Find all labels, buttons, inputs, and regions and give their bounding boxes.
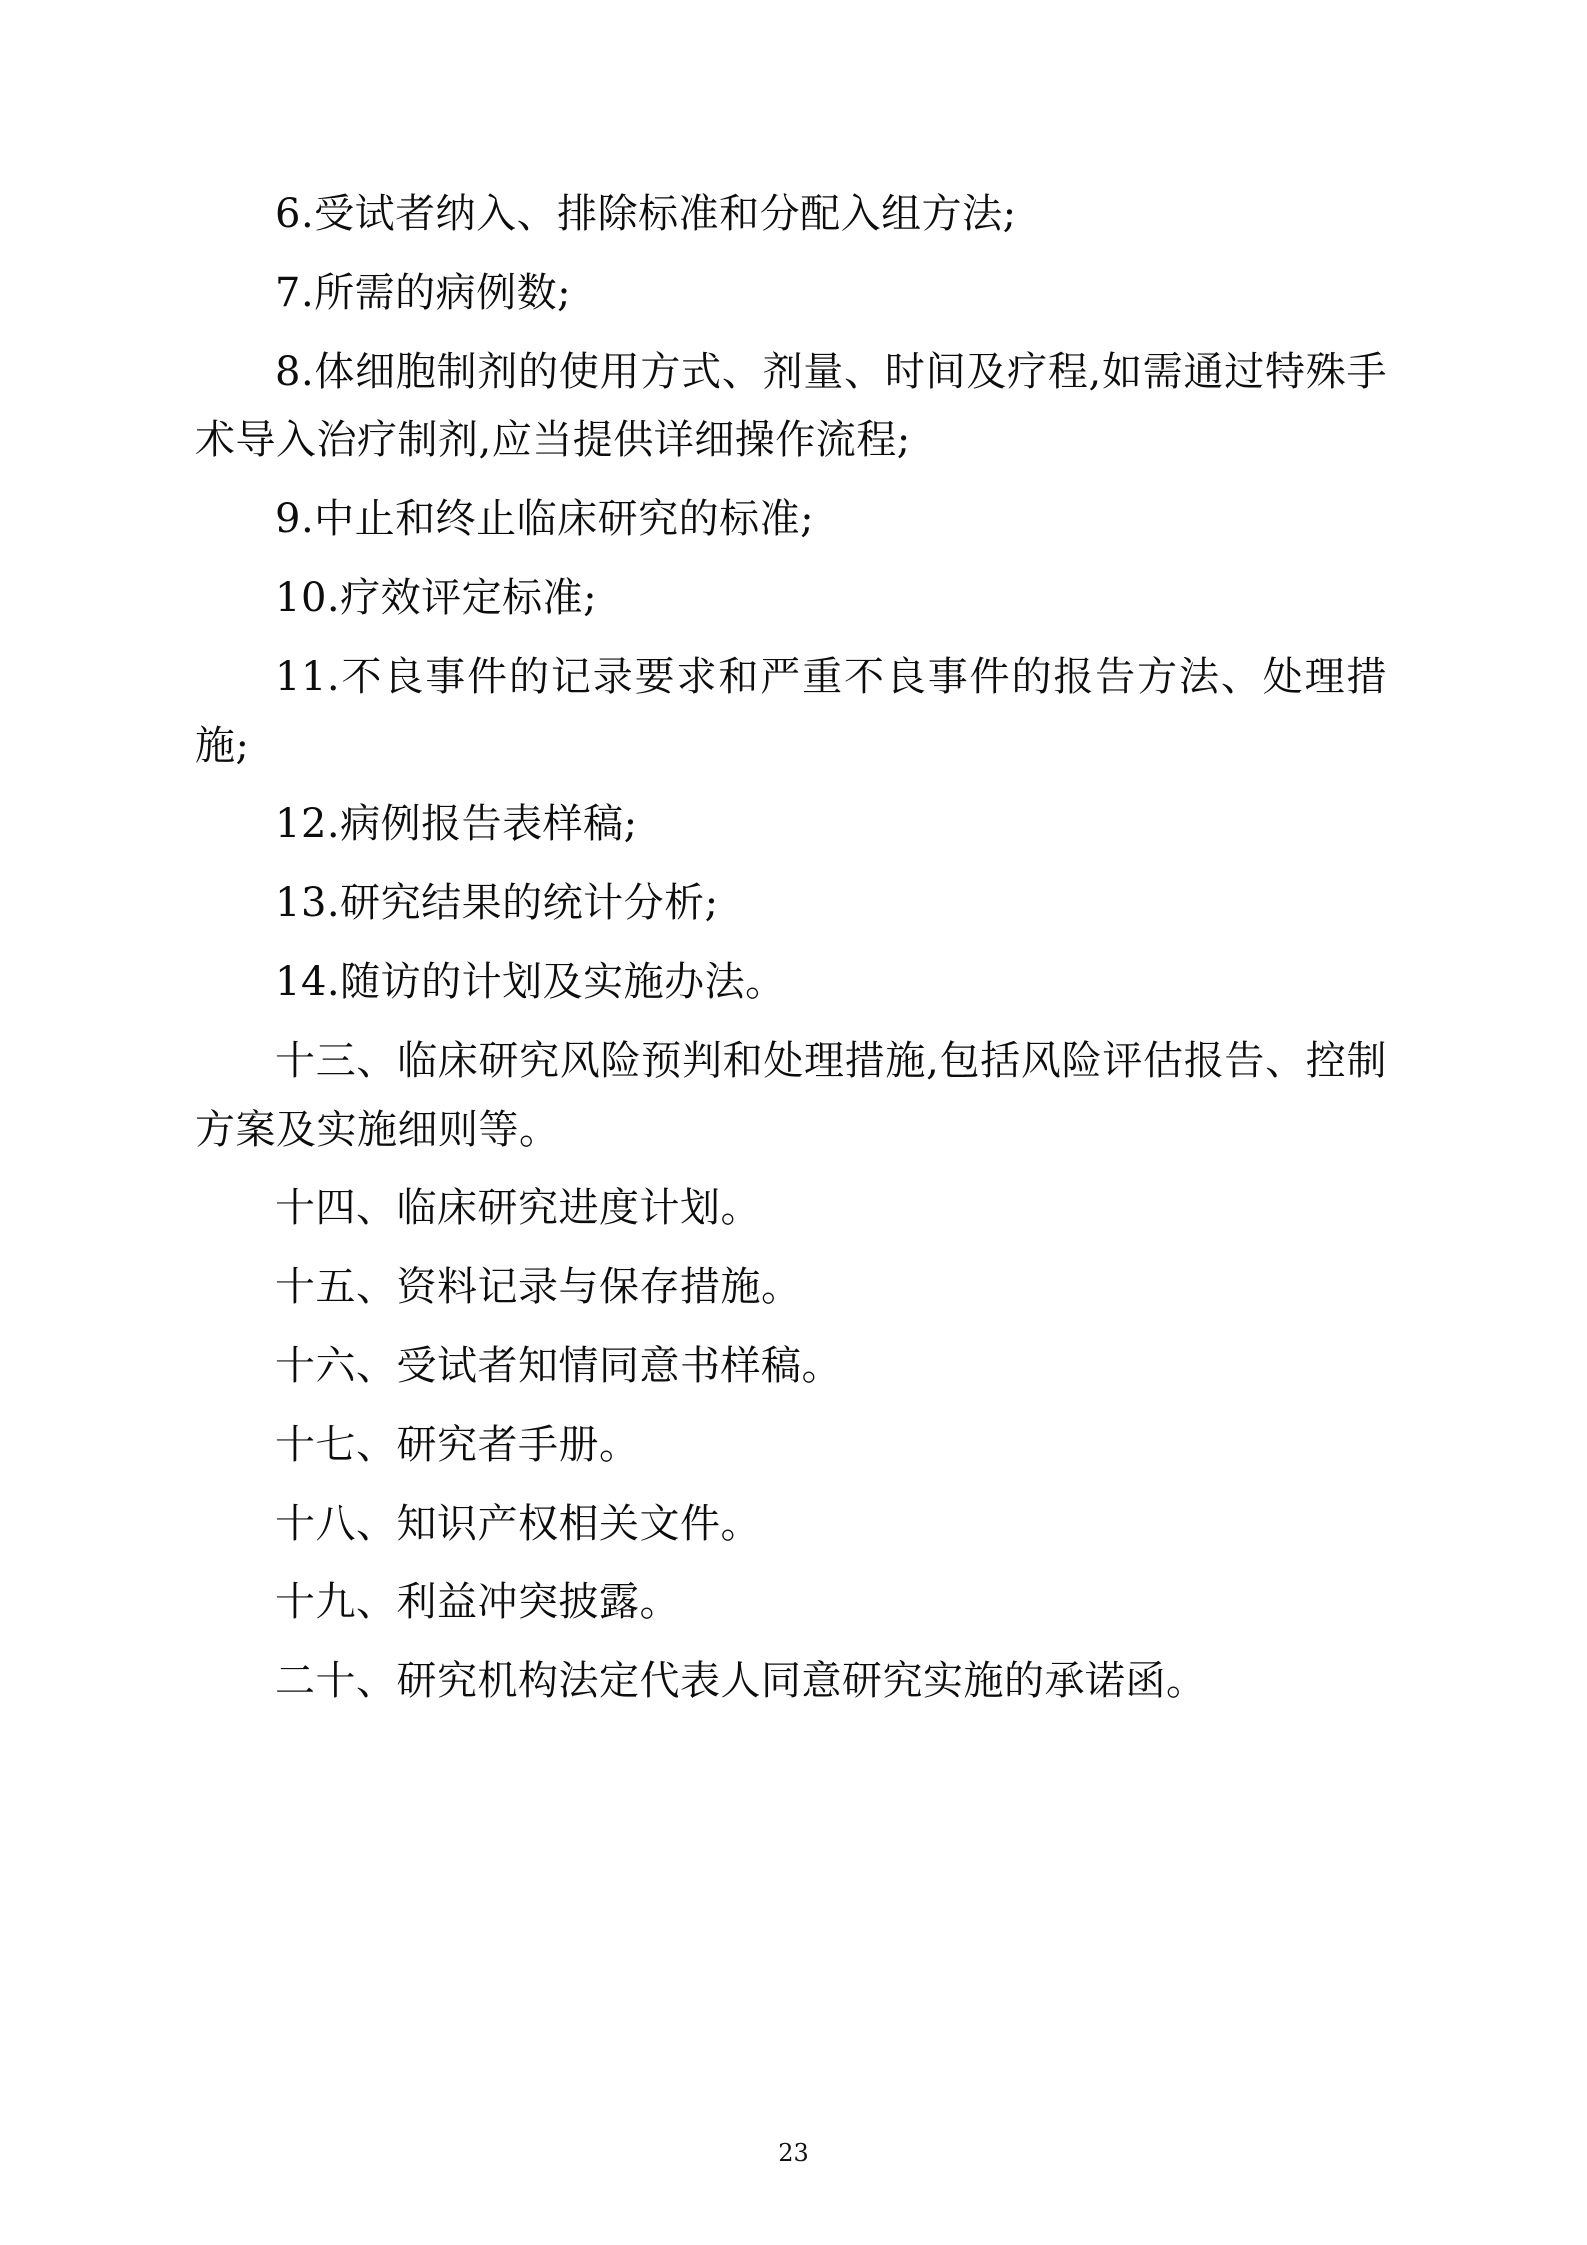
- paragraph: 6.受试者纳入、排除标准和分配入组方法;: [275, 191, 1017, 237]
- paragraph: 9.中止和终止临床研究的标准;: [275, 496, 815, 543]
- paragraph: 十四、临床研究进度计划。: [275, 1185, 761, 1232]
- paragraph: 14.随访的计划及实施办法。: [275, 958, 786, 1005]
- paragraph: 十九、利益冲突披露。: [275, 1579, 680, 1626]
- paragraph: 10.疗效评定标准;: [275, 574, 598, 621]
- paragraph: 7.所需的病例数;: [275, 269, 572, 316]
- paragraph: 十五、资料记录与保存措施。: [275, 1264, 802, 1311]
- paragraph: 12.病例报告表样稿;: [275, 801, 638, 848]
- paragraph: 二十、研究机构法定代表人同意研究实施的承诺函。: [275, 1658, 1207, 1705]
- paragraph: 十六、受试者知情同意书样稿。: [275, 1342, 842, 1389]
- paragraph: 十七、研究者手册。: [275, 1421, 640, 1468]
- page-number: 23: [778, 2139, 809, 2167]
- paragraph: 13.研究结果的统计分析;: [275, 880, 719, 927]
- document-body: [195, 180, 1387, 1716]
- paragraph: 11.不良事件的记录要求和严重不良事件的报告方法、处理措施;: [195, 653, 1387, 769]
- paragraph: 十三、临床研究风险预判和处理措施,包括风险评估报告、控制方案及实施细则等。: [195, 1037, 1387, 1153]
- paragraph: 十八、知识产权相关文件。: [275, 1500, 761, 1547]
- paragraph: 8.体细胞制剂的使用方式、剂量、时间及疗程,如需通过特殊手术导入治疗制剂,应当提供详细操作流程;: [195, 348, 1387, 464]
